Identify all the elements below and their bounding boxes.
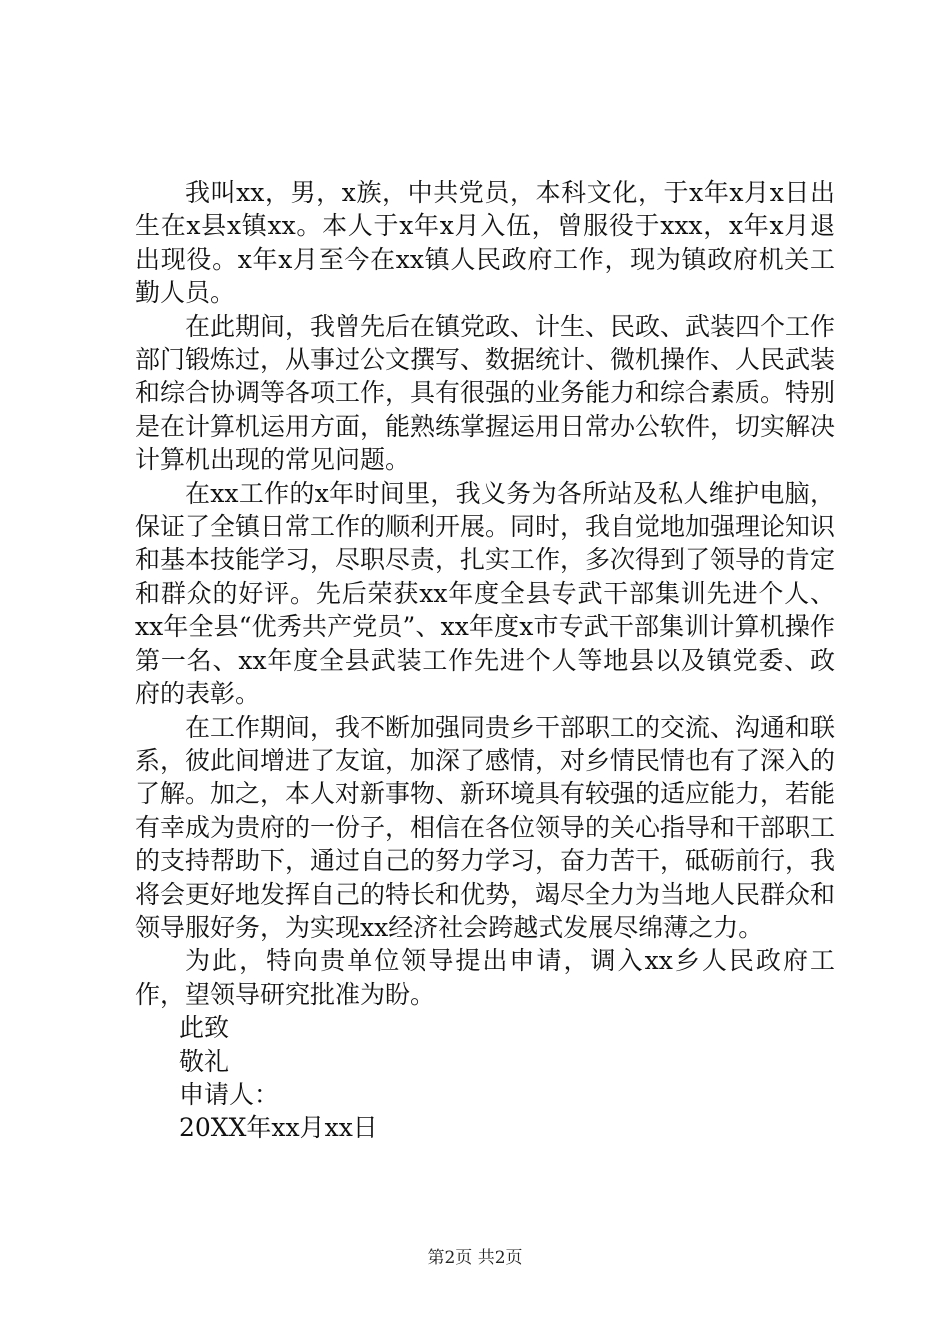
paragraph-request: 为此，特向贵单位领导提出申请，调入xx乡人民政府工作，望领导研究批准为盼。 <box>135 946 835 1009</box>
closing-regards: 敬礼 <box>179 1046 230 1076</box>
paragraph-experience: 在此期间，我曾先后在镇党政、计生、民政、武装四个工作部门锻炼过，从事过公文撰写、数据统计、微机操作、人民武装和综合协调等各项工作，具有很强的业务能力和综合素质。特别是在计算机运用方面，能熟练掌握运用日常办公软件，切实解决计算机出现的常见问题。 <box>135 311 836 475</box>
letter-date: 20XX年xx月xx日 <box>179 1113 378 1143</box>
page-footer <box>0 1243 950 1268</box>
paragraph-relations: 在工作期间，我不断加强同贵乡干部职工的交流、沟通和联系，彼此间增进了友谊，加深了感情，对乡情民情也有了深入的了解。加之，本人对新事物、新环境具有较强的适应能力，若能有幸成为贵府的一份子，相信在各位领导的关心指导和干部职工的支持帮助下，通过自己的努力学习，奋力苦干，砥砺前行，我将会更好地发挥自己的特长和优势，竭尽全力为当地人民群众和领导服好务，为实现xx经济社会跨越式发展尽绵薄之力。 <box>135 712 836 942</box>
paragraph-achievements: 在xx工作的x年时间里，我义务为各所站及私人维护电脑，保证了全镇日常工作的顺利开展。同时，我自觉地加强理论知识和基本技能学习，尽职尽责，扎实工作，多次得到了领导的肯定和群众的好评。先后荣获xx年度全县专武干部集训先进个人、xx年全县“优秀共产党员”、xx年度x市专武干部集训计算机操作第一名、xx年度全县武装工作先进个人等地县以及镇党委、政府的表彰。 <box>135 478 836 709</box>
closing-salutation: 此致 <box>179 1013 230 1043</box>
paragraph-intro: 我叫xx，男，x族，中共党员，本科文化，于x年x月x日出生在x县x镇xx。本人于x年x月入伍，曾服役于xxx，x年x月退出现役。x年x月至今在xx镇人民政府工作，现为镇政府机关工勤人员。 <box>135 178 835 308</box>
page-number-label: 第2页 共2页 <box>427 1248 523 1268</box>
applicant-label: 申请人： <box>179 1079 280 1109</box>
letter-body <box>135 176 835 1145</box>
